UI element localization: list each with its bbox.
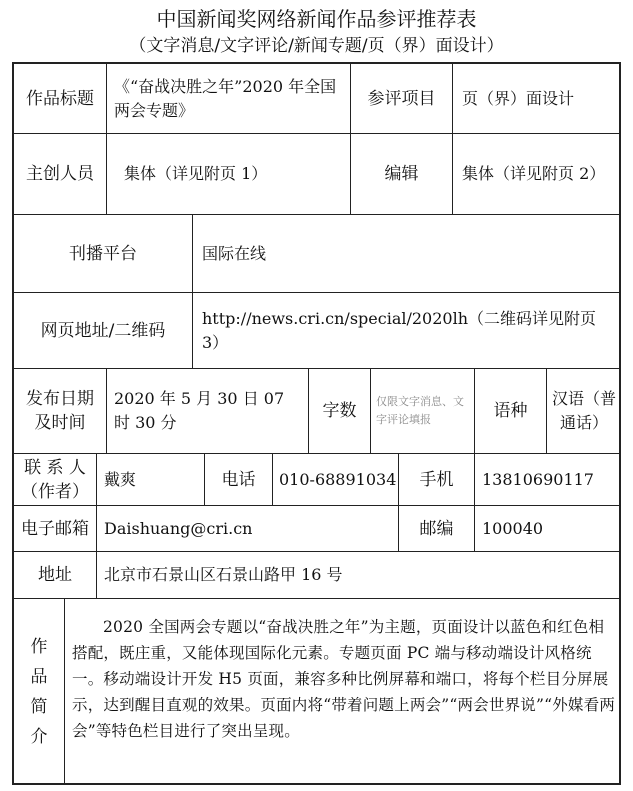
address-value: 北京市石景山区石景山路甲 16 号	[104, 565, 343, 584]
platform-value: 国际在线	[202, 243, 267, 263]
category-value: 页（界）面设计	[462, 88, 575, 108]
editor-label: 编辑	[384, 164, 419, 184]
row-divider	[12, 598, 621, 599]
summary-label	[14, 600, 64, 784]
mobile-label: 手机	[419, 469, 454, 490]
contact-label: 联 系 人（作者）	[21, 457, 89, 502]
summary-label-char: 作	[30, 637, 48, 657]
phone-label: 电话	[221, 469, 256, 490]
summary-label-char: 品	[30, 667, 48, 687]
postcode-value: 100040	[482, 518, 544, 538]
form-title: 中国新闻奖网络新闻作品参评推荐表	[156, 7, 477, 31]
url-label: 网页地址/二维码	[40, 320, 166, 341]
col-divider	[546, 368, 547, 453]
address-label: 地址	[38, 565, 72, 585]
contact-value: 戴爽	[104, 469, 137, 489]
col-divider	[272, 453, 273, 505]
col-divider	[452, 62, 453, 214]
wordcount-note: 仅限文字消息、文字评论填报	[376, 395, 464, 426]
summary-label-char: 简	[30, 697, 48, 717]
editor-value: 集体（详见附页 2）	[462, 164, 606, 183]
postcode-label: 邮编	[419, 518, 454, 539]
col-divider	[106, 62, 107, 214]
mobile-value: 13810690117	[482, 469, 594, 489]
phone-value: 010-68891034	[279, 469, 397, 489]
col-divider	[106, 368, 107, 453]
category-label: 参评项目	[367, 88, 436, 109]
summary-value: 2020 全国两会专题以“奋战决胜之年”为主题，页面设计以蓝色和红色相搭配，既庄重，又能体现国际化元素。专题页面 PC 端与移动端设计风格统一。移动端设计开发 H5 页面，兼容多种比例屏幕和端口，将每个栏目分屏展示，达到醒目直观的效果。页面内将“带着问题上两会”“两会世界说”“外媒看两会”等特色栏目进行了突出呈现。	[72, 618, 616, 740]
language-label: 语种	[493, 401, 528, 421]
publish-value: 2020 年 5 月 30 日 07 时 30 分	[114, 389, 285, 432]
email-label: 电子邮箱	[21, 518, 89, 539]
language-value: 汉语（普通话）	[551, 389, 616, 432]
work-title-value: 《“奋战决胜之年”2020 年全国两会专题》	[114, 76, 337, 120]
summary-label-char: 介	[30, 727, 48, 747]
creator-label: 主创人员	[26, 164, 94, 184]
creator-value: 集体（详见附页 1）	[124, 164, 268, 183]
url-value[interactable]: http://news.cri.cn/special/2020lh（二维码详见附页 3）	[202, 308, 597, 352]
col-divider	[370, 368, 371, 453]
email-value[interactable]: Daishuang@cri.cn	[104, 518, 253, 538]
col-divider	[64, 598, 65, 785]
work-title-label: 作品标题	[26, 88, 94, 109]
col-divider	[474, 453, 475, 551]
wordcount-label: 字数	[322, 401, 357, 421]
col-divider	[96, 453, 97, 598]
form-subtitle: （文字消息/文字评论/新闻专题/页（界）面设计）	[129, 36, 504, 56]
platform-label: 刊播平台	[69, 243, 137, 264]
col-divider	[192, 214, 193, 368]
publish-label: 发布日期及时间	[26, 389, 94, 433]
